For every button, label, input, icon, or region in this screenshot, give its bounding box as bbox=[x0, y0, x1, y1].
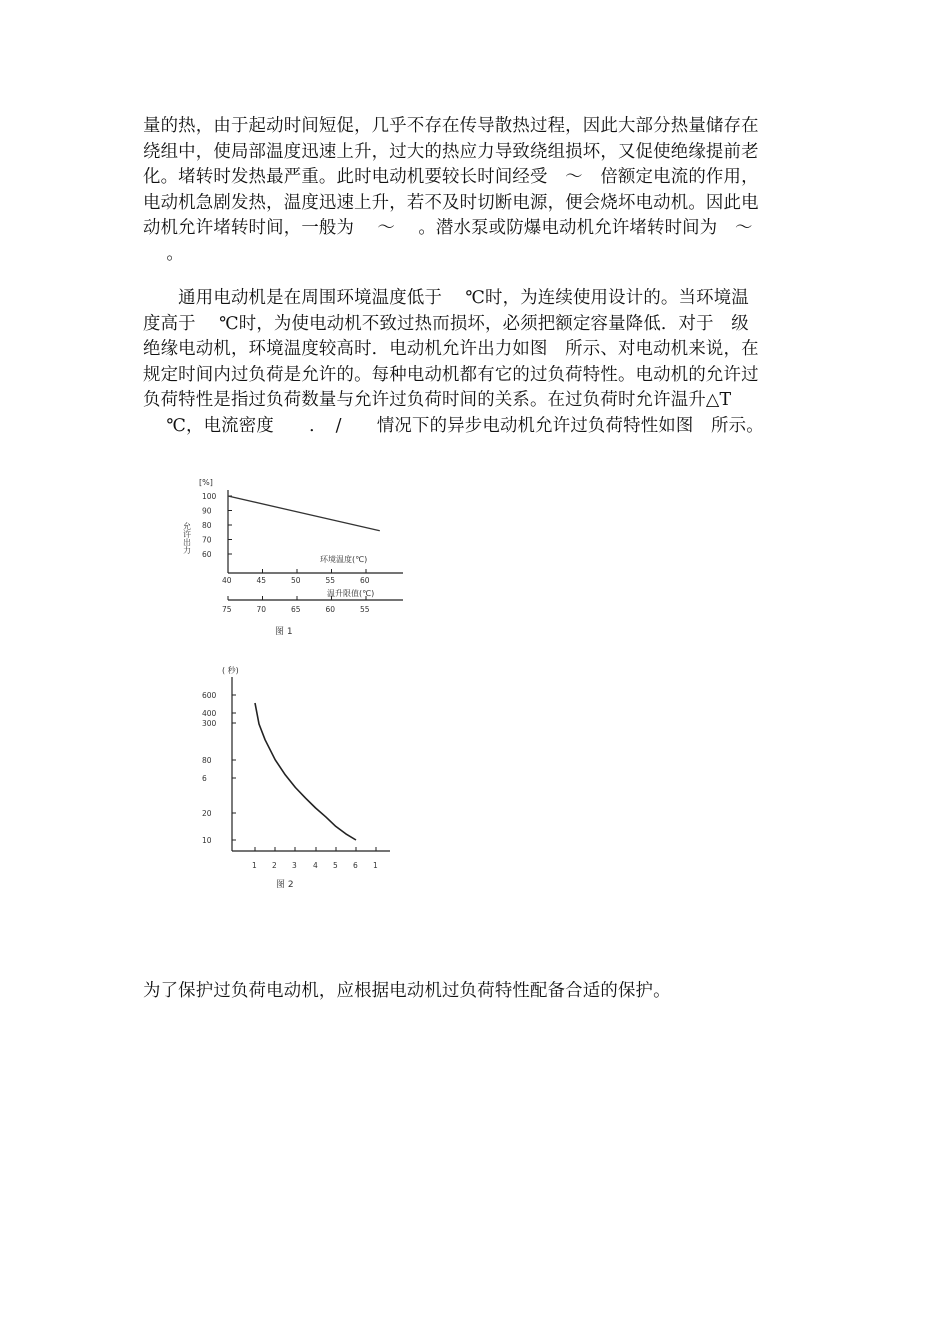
figure-2-x-tick-label: 5 bbox=[333, 861, 338, 870]
text-line: 量的热，由于起动时间短促，几乎不存在传导散热过程，因此大部分热量储存在 bbox=[143, 116, 759, 136]
figure-2-y-tick-label: 10 bbox=[202, 836, 212, 845]
text-line: 度高于 ℃时，为使电动机不致过热而损坏，必须把额定容量降低．对于 级 bbox=[143, 313, 749, 334]
figure-1-x-tick-label: 50 bbox=[291, 576, 301, 585]
text-line: 为了保护过负荷电动机，应根据电动机过负荷特性配备合适的保护。 bbox=[143, 981, 671, 1001]
figure-1-xlabel-top: 环境温度(℃) bbox=[320, 555, 368, 564]
text-line: 绕组中，使局部温度迅速上升，过大的热应力导致绕组损坏，又促使绝缘提前老 bbox=[143, 141, 759, 162]
figure-1-xlabel-bottom: 温升限值(℃) bbox=[327, 589, 375, 598]
figure-1-x2-tick-label: 75 bbox=[222, 605, 232, 614]
figure-1-y-tick-label: 60 bbox=[202, 550, 212, 559]
paragraph-1 bbox=[143, 114, 813, 267]
figure-2-y-tick-label: 6 bbox=[202, 774, 207, 783]
figure-2-x-tick-label: 2 bbox=[272, 861, 277, 870]
figure-1-x2-tick-label: 55 bbox=[360, 605, 370, 614]
figure-1-y-tick-label: 100 bbox=[202, 492, 217, 501]
paragraph-2 bbox=[143, 286, 813, 439]
figure-2-y-tick-label: 300 bbox=[202, 719, 217, 728]
text-line: ℃，电流密度 ． / 情况下的异步电动机允许过负荷特性如图 所示。 bbox=[143, 415, 764, 436]
text-line: 动机允许堵转时间，一般为 ～ 。潜水泵或防爆电动机允许堵转时间为 ～ bbox=[143, 218, 753, 238]
text-line: 。 bbox=[143, 243, 184, 264]
text-line: 绝缘电动机，环境温度较高时．电动机允许出力如图 所示、对电动机来说，在 bbox=[143, 339, 759, 359]
figure-1-x-tick-label: 40 bbox=[222, 576, 232, 585]
figure-2-chart bbox=[190, 663, 405, 893]
figure-1-unit-label: [%] bbox=[199, 478, 213, 487]
figure-2-x-tick-label: 6 bbox=[353, 861, 358, 870]
text-line: 电动机急剧发热，温度迅速上升，若不及时切断电源，便会烧坏电动机。因此电 bbox=[143, 192, 759, 213]
figure-1-chart bbox=[182, 470, 425, 645]
figure-1-caption: 图 1 bbox=[275, 627, 293, 637]
figure-2-x-tick-label: 4 bbox=[313, 861, 318, 870]
text-line: 通用电动机是在周围环境温度低于 ℃时，为连续使用设计的。当环境温 bbox=[143, 288, 749, 308]
figure-1-y-tick-label: 70 bbox=[202, 535, 212, 545]
figure-1-x2-tick-label: 70 bbox=[256, 605, 267, 614]
figure-2-y-tick-label: 80 bbox=[202, 756, 212, 765]
figure-2-y-tick-label: 400 bbox=[202, 709, 217, 718]
text-line: 规定时间内过负荷是允许的。每种电动机都有它的过负荷特性。电动机的允许过 bbox=[143, 364, 759, 385]
figure-1-x-tick-label: 55 bbox=[325, 576, 336, 585]
figure-1-y-tick-label: 80 bbox=[202, 521, 212, 530]
figure-2-x-tick-label: 1 bbox=[373, 861, 378, 870]
paragraph-3 bbox=[143, 979, 813, 1005]
figure-1-x2-tick-label: 65 bbox=[291, 605, 301, 614]
figure-1 bbox=[182, 470, 425, 645]
text-line: 负荷特性是指过负荷数量与允许过负荷时间的关系。在过负荷时允许温升△T bbox=[143, 390, 732, 410]
figure-1-y-tick-label: 90 bbox=[202, 506, 212, 516]
figure-2-x-tick-label: 3 bbox=[292, 861, 297, 870]
figure-1-ylabel: 允许出力 bbox=[182, 522, 192, 554]
figure-1-series-line bbox=[228, 496, 380, 531]
figure-1-x-tick-label: 45 bbox=[256, 576, 267, 585]
figure-2 bbox=[190, 663, 405, 893]
text-line: 化。堵转时发热最严重。此时电动机要较长时间经受 ～ 倍额定电流的作用， bbox=[143, 167, 759, 187]
figure-2-x-tick-label: 1 bbox=[252, 861, 257, 870]
figure-2-y-tick-label: 600 bbox=[202, 691, 217, 700]
figure-1-x-tick-label: 60 bbox=[360, 576, 370, 585]
figure-2-caption: 图 2 bbox=[276, 880, 294, 890]
figure-2-series-curve bbox=[255, 703, 356, 840]
figure-2-unit-label: ( 秒) bbox=[222, 666, 239, 675]
figure-1-x2-tick-label: 60 bbox=[325, 605, 336, 614]
figure-2-y-tick-label: 20 bbox=[202, 809, 212, 818]
